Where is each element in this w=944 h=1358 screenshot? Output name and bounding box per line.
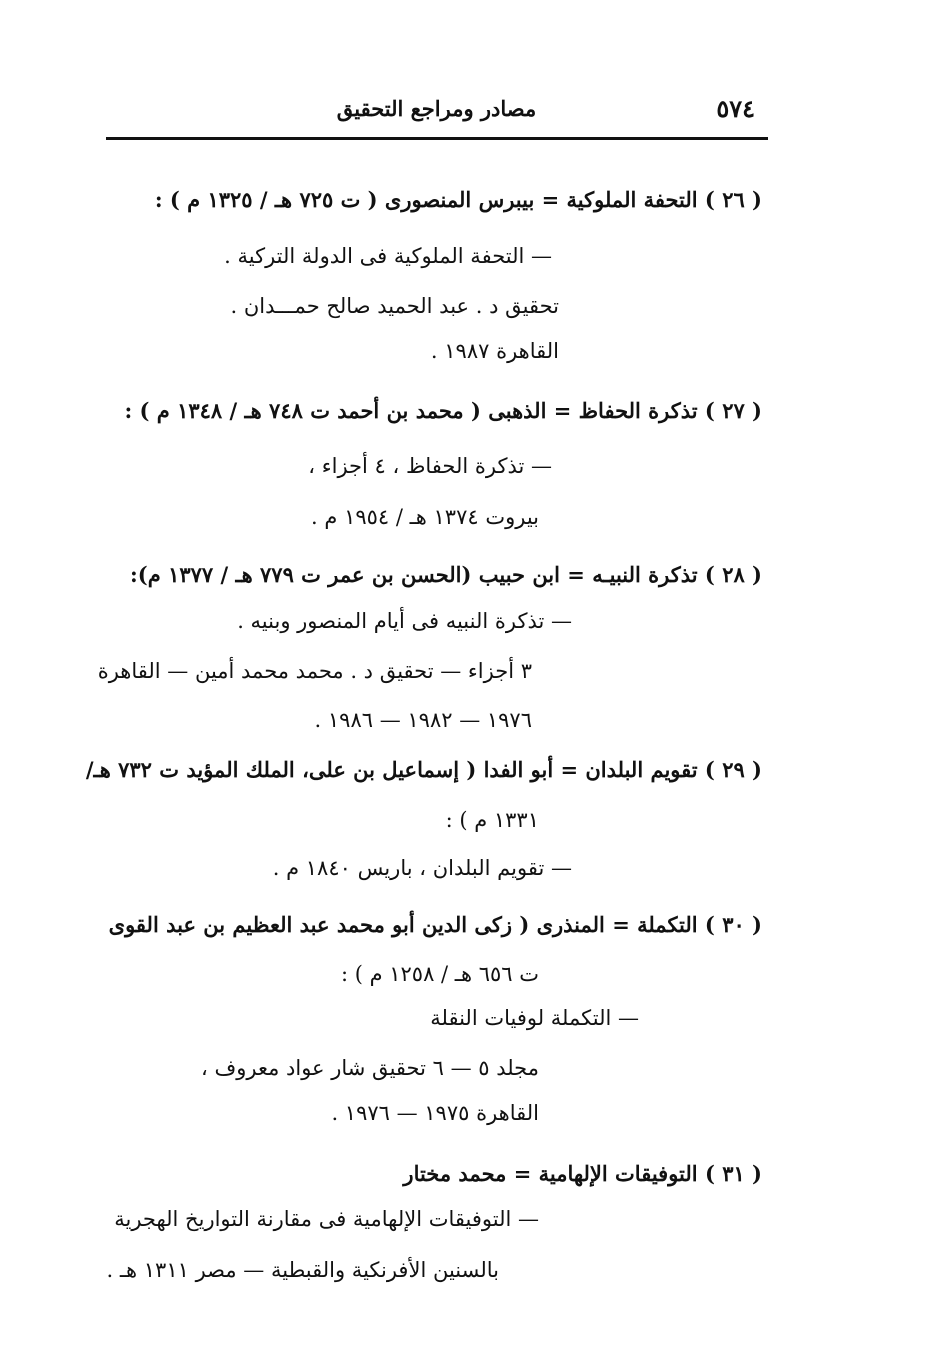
page-number: ٥٧٤ [716, 94, 755, 123]
entry-26-title-line: — التحفة الملوكية فى الدولة التركية . [224, 244, 552, 268]
entry-30-heading: ( ٣٠ ) التكملة = المنذرى ( زكى الدين أبو محمد عبد العظيم بن عبد القوى [108, 912, 762, 937]
entry-31-title-line: — التوفيقات الإلهامية فى مقارنة التواريخ الهجرية [114, 1207, 539, 1231]
entry-30-heading-continued: ت ٦٥٦ هـ / ١٢٥٨ م ) : [340, 962, 539, 986]
entry-30-editor-line: مجلد ٥ — ٦ تحقيق شار عواد معروف ، [201, 1056, 539, 1080]
entry-28-heading: ( ٢٨ ) تذكرة النبيـه = ابن حبيب (الحسن بن عمر ت ٧٧٩ هـ / ١٣٧٧ م): [130, 562, 762, 587]
entry-28-editor-line: ٣ أجزاء — تحقيق د . محمد محمد أمين — القاهرة [97, 659, 532, 683]
page-header [108, 92, 765, 132]
entry-27-publication-line: بيروت ١٣٧٤ هـ / ١٩٥٤ م . [311, 505, 539, 529]
entry-31-heading: ( ٣١ ) التوفيقات الإلهامية = محمد مختار [403, 1161, 762, 1186]
entry-30-publication-line: القاهرة ١٩٧٥ — ١٩٧٦ . [331, 1101, 539, 1125]
entry-31-publication-line: بالسنين الأفرنكية والقبطية — مصر ١٣١١ هـ . [106, 1258, 499, 1282]
entry-29-heading-continued: ١٣٣١ م ) : [445, 808, 539, 832]
entry-27-title-line: — تذكرة الحفاظ ، ٤ أجزاء ، [308, 454, 552, 478]
entry-29-heading: ( ٢٩ ) تقويم البلدان = أبو الفدا ( إسماعيل بن على، الملك المؤيد ت ٧٣٢ هـ/ [85, 757, 762, 782]
entry-30-title-line: — التكملة لوفيات النقلة [430, 1006, 639, 1030]
entry-28-years-line: ١٩٧٦ — ١٩٨٢ — ١٩٨٦ . [314, 708, 532, 732]
header-rule [106, 137, 768, 140]
entry-26-editor-line: تحقيق د . عبد الحميد صالح حمـــدان . [230, 294, 559, 318]
entry-27-heading: ( ٢٧ ) تذكرة الحفاظ = الذهبى ( محمد بن أحمد ت ٧٤٨ هـ / ١٣٤٨ م ) : [124, 398, 762, 423]
entry-29-title-line: — تقويم البلدان ، باريس ١٨٤٠ م . [272, 856, 572, 880]
entry-26-publication-line: القاهرة ١٩٨٧ . [430, 339, 559, 363]
entry-28-title-line: — تذكرة النبيه فى أيام المنصور وبنيه . [237, 609, 572, 633]
running-title: مصادر ومراجع التحقيق [336, 96, 537, 121]
entry-26-heading: ( ٢٦ ) التحفة الملوكية = بيبرس المنصورى ( ت ٧٢٥ هـ / ١٣٢٥ م ) : [154, 187, 762, 212]
